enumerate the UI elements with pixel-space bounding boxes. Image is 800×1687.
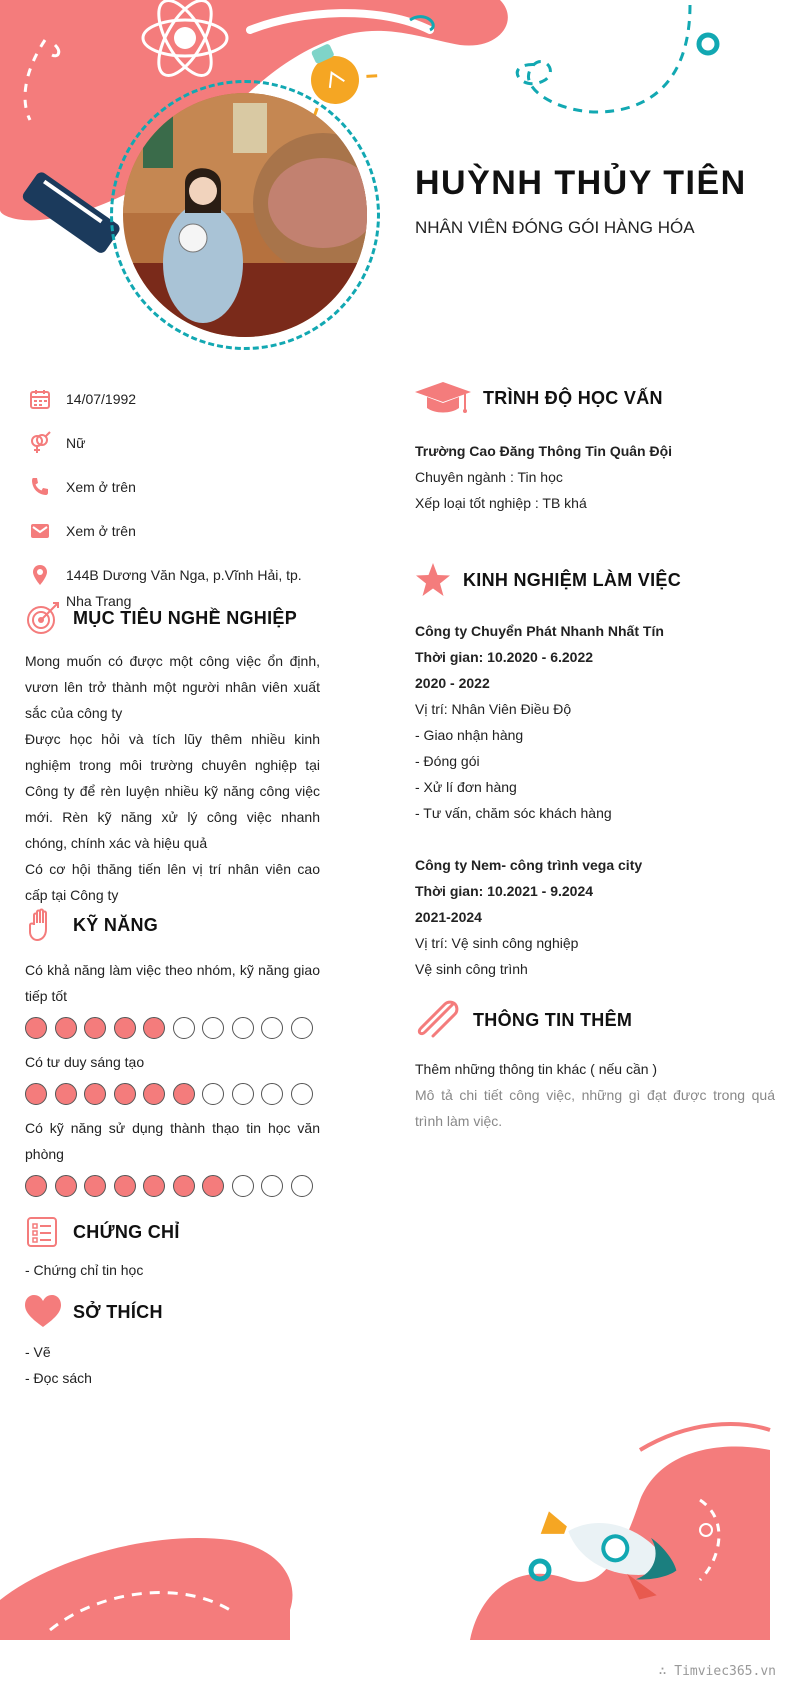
skill-dot-empty [261, 1083, 283, 1105]
target-icon [25, 600, 61, 636]
avatar [123, 93, 367, 337]
gender-icon [28, 431, 52, 455]
skill-dot-empty [261, 1017, 283, 1039]
job-time: Thời gian: 10.2020 - 6.2022 [415, 649, 594, 665]
skill-dot-empty [232, 1083, 254, 1105]
skill-dot-filled [143, 1083, 165, 1105]
skill-rating [25, 1017, 320, 1039]
job-years: 2020 - 2022 [415, 675, 490, 691]
hobby-item: - Đọc sách [25, 1370, 92, 1386]
candidate-name: HUỲNH THỦY TIÊN [415, 164, 747, 202]
location-pin-icon [28, 563, 52, 587]
contact-email [28, 518, 328, 544]
education-section [415, 380, 775, 516]
skills-title: KỸ NĂNG [73, 914, 159, 935]
checklist-icon [25, 1215, 59, 1249]
skill-dot-empty [202, 1083, 224, 1105]
job-line: Vệ sinh công trình [415, 961, 528, 977]
hand-icon [25, 907, 61, 943]
avatar-frame [110, 80, 380, 350]
star-icon [415, 562, 451, 598]
job-time: Thời gian: 10.2021 - 9.2024 [415, 883, 594, 899]
job-company: Công ty Chuyển Phát Nhanh Nhất Tín [415, 623, 664, 639]
job-line: Vị trí: Nhân Viên Điều Độ [415, 701, 572, 717]
skill-name: Có kỹ năng sử dụng thành thạo tin học văn phòng [25, 1120, 320, 1162]
phone-icon [28, 475, 52, 499]
contact-birthday [28, 386, 328, 412]
hobby-item: - Vẽ [25, 1344, 51, 1360]
skill-name: Có khả năng làm việc theo nhóm, kỹ năng giao tiếp tốt [25, 962, 320, 1004]
skill-dot-filled [173, 1175, 195, 1197]
skill-dot-filled [55, 1017, 77, 1039]
job-line: - Xử lí đơn hàng [415, 779, 517, 795]
paperclip-icon [415, 1000, 461, 1040]
skill-dot-empty [291, 1083, 313, 1105]
extra-line: Thêm những thông tin khác ( nếu cần ) [415, 1061, 658, 1077]
skill-dot-filled [143, 1017, 165, 1039]
skill-dot-filled [84, 1017, 106, 1039]
job-company: Công ty Nem- công trình vega city [415, 857, 643, 873]
skill-dot-empty [261, 1175, 283, 1197]
job-line: Vị trí: Vệ sinh công nghiệp [415, 935, 579, 951]
skill-dot-filled [114, 1017, 136, 1039]
skill-dot-empty [173, 1017, 195, 1039]
job-line: - Giao nhận hàng [415, 727, 524, 743]
extra-title: THÔNG TIN THÊM [473, 1009, 633, 1030]
skill-dot-empty [291, 1017, 313, 1039]
skill-dot-filled [143, 1175, 165, 1197]
objective-paragraph-2: Được học hỏi và tích lũy thêm nhiều kinh nghiệm trong môi trường chuyên nghiệp tại Công ty để rèn luyện nhiều kỹ năng công việc mới. Rèn kỹ năng xử lý công việc nhanh chóng, chính xác và hiệu quả [25, 731, 320, 851]
skills-section [25, 907, 320, 1207]
extra-description: Mô tả chi tiết công việc, những gì đạt được trong quá trình làm việc. [415, 1087, 775, 1129]
graduation-cap-icon [415, 380, 471, 416]
skill-rating [25, 1175, 320, 1197]
skill-dot-filled [55, 1083, 77, 1105]
skill-dot-filled [25, 1083, 47, 1105]
objective-paragraph-3: Có cơ hội thăng tiến lên vị trí nhân viên cao cấp tại Công ty [25, 861, 320, 903]
education-grade: Xếp loại tốt nghiệp : TB khá [415, 495, 587, 511]
extra-info-section [415, 1000, 775, 1134]
skill-name: Có tư duy sáng tạo [25, 1054, 145, 1070]
skill-rating [25, 1083, 320, 1105]
birthday-value: 14/07/1992 [66, 391, 137, 407]
phone-value: Xem ở trên [66, 479, 136, 495]
certificates-section [25, 1215, 320, 1283]
email-value: Xem ở trên [66, 523, 136, 539]
job-line: - Đóng gói [415, 753, 480, 769]
contact-gender [28, 430, 328, 456]
address-value: 144B Dương Văn Nga, p.Vĩnh Hải, tp. Nha Trang [66, 567, 302, 609]
skill-dot-filled [114, 1175, 136, 1197]
job-line: - Tư vấn, chăm sóc khách hàng [415, 805, 612, 821]
job-years: 2021-2024 [415, 909, 482, 925]
experience-title: KINH NGHIỆM LÀM VIỆC [463, 569, 682, 590]
objective-paragraph-1: Mong muốn có được một công việc ổn định, vươn lên trở thành một người nhân viên xuất sắc của công ty [25, 653, 320, 721]
hobbies-title: SỞ THÍCH [73, 1301, 163, 1322]
watermark: ∴ Timviec365.vn [658, 1664, 776, 1679]
skill-dot-filled [173, 1083, 195, 1105]
contact-phone [28, 474, 328, 500]
heart-icon [25, 1295, 61, 1329]
school-name: Trường Cao Đăng Thông Tin Quân Đội [415, 443, 673, 459]
education-major: Chuyên ngành : Tin học [415, 469, 563, 485]
skill-dot-empty [291, 1175, 313, 1197]
email-icon [28, 519, 52, 543]
education-title: TRÌNH ĐỘ HỌC VẤN [483, 387, 663, 408]
skill-dot-empty [232, 1017, 254, 1039]
contact-info [28, 386, 328, 632]
skill-dot-filled [202, 1175, 224, 1197]
skill-dot-filled [25, 1175, 47, 1197]
certificate-item: - Chứng chỉ tin học [25, 1262, 144, 1278]
job-entry [415, 852, 775, 982]
objective-title: MỤC TIÊU NGHỀ NGHIỆP [73, 607, 298, 628]
skill-dot-empty [232, 1175, 254, 1197]
skill-dot-filled [84, 1175, 106, 1197]
skill-dot-filled [55, 1175, 77, 1197]
gender-value: Nữ [66, 435, 86, 451]
job-title: NHÂN VIÊN ĐÓNG GÓI HÀNG HÓA [415, 218, 695, 237]
hobbies-section [25, 1295, 320, 1391]
objective-section [25, 600, 320, 908]
skill-dot-filled [114, 1083, 136, 1105]
calendar-icon [28, 387, 52, 411]
skill-dot-filled [25, 1017, 47, 1039]
job-entry [415, 618, 775, 826]
skill-dot-empty [202, 1017, 224, 1039]
experience-section [415, 562, 775, 982]
avatar-photo [123, 93, 367, 337]
certificates-title: CHỨNG CHỈ [73, 1221, 180, 1242]
skill-dot-filled [84, 1083, 106, 1105]
